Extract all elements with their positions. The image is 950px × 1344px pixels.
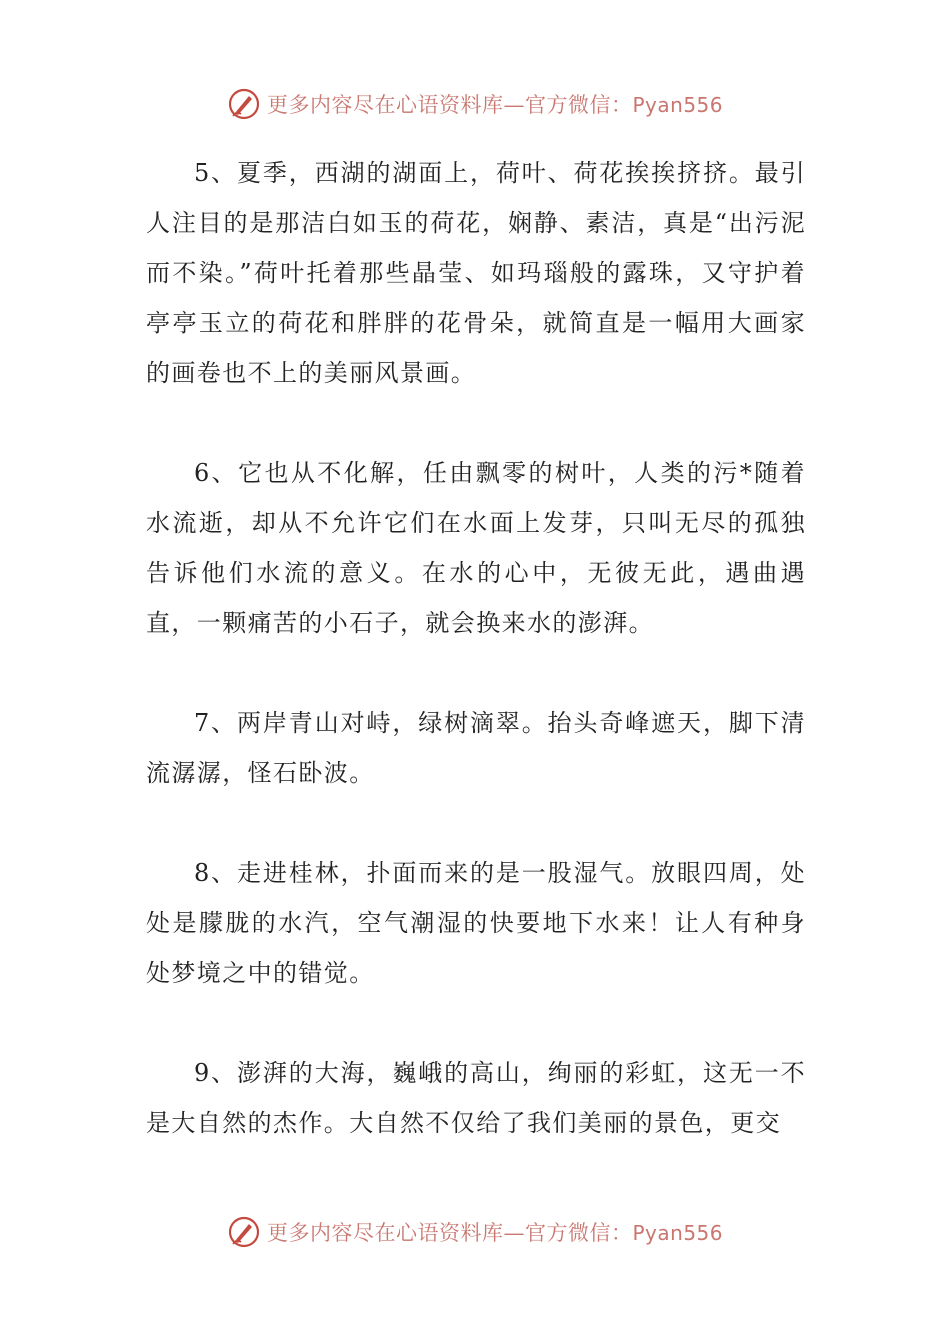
header-banner-label: 更多内容尽在心语资料库—官方微信： [266,93,633,117]
paragraph-7: 7、两岸青山对峙，绿树滴翠。抬头奇峰遮天，脚下清流潺潺，怪石卧波。 [146,709,806,787]
footer-wechat-id: Pyan556 [632,1221,723,1245]
footer-banner-label: 更多内容尽在心语资料库—官方微信： [266,1221,633,1245]
paragraph-9: 9、澎湃的大海，巍峨的高山，绚丽的彩虹，这无一不是大自然的杰作。大自然不仅给了我们美丽的景色，更交 [146,1059,806,1137]
pen-logo-icon [227,1215,261,1249]
footer-banner-text [267,1217,723,1247]
paragraph-5: 5、夏季，西湖的湖面上，荷叶、荷花挨挨挤挤。最引人注目的是那洁白如玉的荷花，娴静、素洁，真是“出污泥而不染。”荷叶托着那些晶莹、如玛瑙般的露珠，又守护着亭亭玉立的荷花和胖胖的花骨朵，就简直是一幅用大画家的画卷也不上的美丽风景画。 [146,159,806,387]
header-wechat-id: Pyan556 [632,93,723,117]
footer-banner [0,1210,950,1254]
paragraph-6: 6、它也从不化解，任由飘零的树叶，人类的污*随着水流逝，却从不允许它们在水面上发芽，只叫无尽的孤独告诉他们水流的意义。在水的心中，无彼无此，遇曲遇直，一颗痛苦的小石子，就会换来水的澎湃。 [146,459,806,637]
document-body [146,148,806,1198]
pen-logo-icon [227,87,261,121]
paragraph-8: 8、走进桂林，扑面而来的是一股湿气。放眼四周，处处是朦胧的水汽，空气潮湿的快要地下水来！让人有种身处梦境之中的错觉。 [146,859,806,987]
header-banner [0,82,950,126]
header-banner-text [267,89,723,119]
